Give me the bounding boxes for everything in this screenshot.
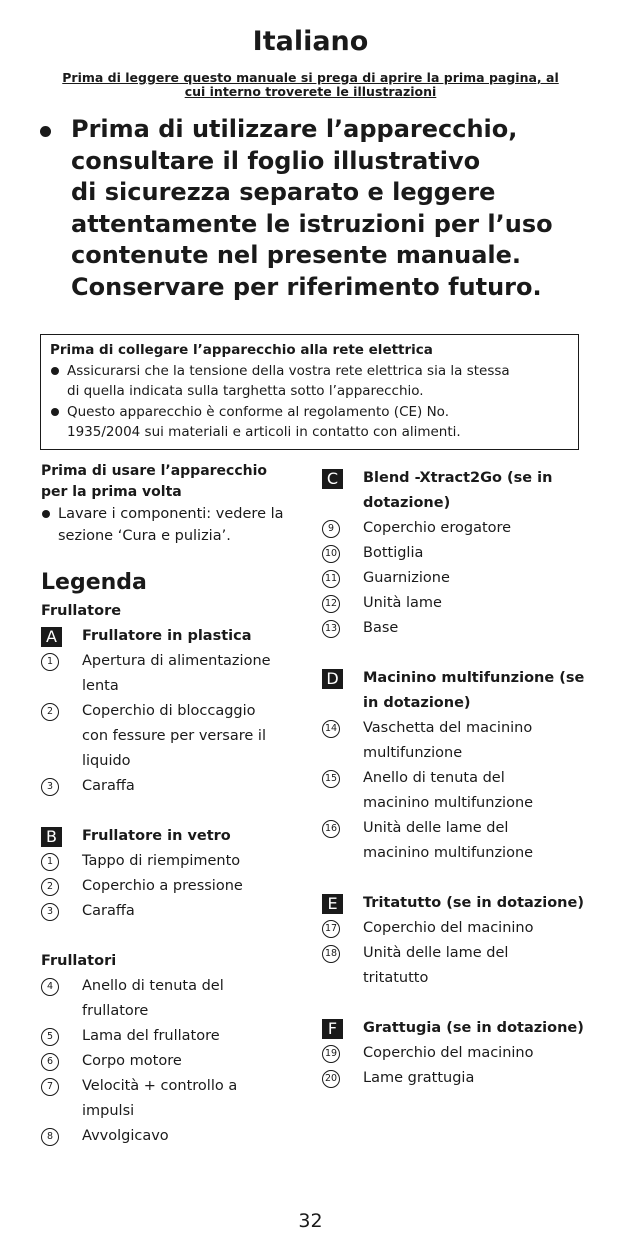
warning-line: Prima di utilizzare l’apparecchio,: [71, 115, 518, 143]
legend-heading: Legenda: [41, 570, 147, 595]
number-20-badge: 20: [322, 1070, 340, 1088]
number-7-badge: 7: [41, 1078, 59, 1096]
item-line: frullatore: [82, 1003, 149, 1019]
list-item: [322, 566, 592, 591]
first-use-bullet: [41, 504, 306, 547]
item-line: macinino multifunzione: [363, 845, 534, 861]
letter-c-badge: C: [322, 469, 343, 489]
warning-line: consultare il foglio illustrativo: [71, 146, 481, 175]
frullatori-heading: Frullatori: [41, 953, 117, 969]
item-line: Tappo di riempimento: [82, 853, 241, 869]
number-9-badge: 9: [322, 520, 340, 538]
page-number: 32: [298, 1210, 323, 1232]
notice-bullet: [50, 402, 568, 443]
section-d-title: in dotazione): [363, 695, 471, 711]
list-item: [322, 541, 592, 566]
number-11-badge: 11: [322, 570, 340, 588]
safety-warning: [40, 114, 590, 303]
number-13-badge: 13: [322, 620, 340, 638]
list-item: [41, 1024, 306, 1049]
item-line: Avvolgicavo: [82, 1128, 169, 1144]
number-5-badge: 5: [41, 1028, 59, 1046]
item-line: Lame grattugia: [363, 1070, 475, 1086]
notice-line: Questo apparecchio è conforme al regolamento (CE) No.: [67, 403, 449, 420]
first-use-line: Lavare i componenti: vedere la: [58, 506, 284, 522]
list-item: [41, 1124, 306, 1149]
item-line: Coperchio del macinino: [363, 920, 534, 936]
item-line: Coperchio di bloccaggio: [82, 703, 256, 719]
letter-f-badge: F: [322, 1019, 343, 1039]
first-use-title: [41, 461, 306, 503]
page-title: Italiano: [252, 26, 369, 57]
number-2-badge: 2: [41, 878, 59, 896]
item-line: Unità delle lame del: [363, 820, 509, 836]
subtitle-line: Prima di leggere questo manuale si prega di aprire la prima pagina, al: [62, 70, 559, 85]
list-item: [41, 699, 306, 774]
section-e-header: [322, 891, 592, 916]
number-16-badge: 16: [322, 820, 340, 838]
section-f-title: Grattugia (se in dotazione): [363, 1020, 584, 1036]
subtitle-instruction: [40, 71, 581, 99]
list-item: [41, 974, 306, 1024]
number-19-badge: 19: [322, 1045, 340, 1063]
list-item: [322, 616, 592, 641]
electrical-notice-box: [40, 334, 579, 450]
notice-bullet: [50, 361, 568, 402]
list-item: [322, 591, 592, 616]
number-3-badge: 3: [41, 778, 59, 796]
list-item: [322, 516, 592, 541]
number-2-badge: 2: [41, 703, 59, 721]
left-column: [41, 461, 306, 1149]
list-item: [41, 774, 306, 799]
section-c-header: [322, 466, 592, 516]
number-18-badge: 18: [322, 945, 340, 963]
right-column: [322, 466, 592, 1091]
item-line: Coperchio a pressione: [82, 878, 243, 894]
warning-line: attentamente le istruzioni per l’uso: [71, 209, 553, 238]
item-line: lenta: [82, 678, 119, 694]
number-15-badge: 15: [322, 770, 340, 788]
bullet-dot-icon: [40, 126, 51, 137]
notice-line: Assicurarsi che la tensione della vostra rete elettrica sia la stessa: [67, 362, 510, 379]
notice-line: 1935/2004 sui materiali e articoli in contatto con alimenti.: [67, 424, 461, 440]
section-a-header: [41, 624, 306, 649]
first-use-line: sezione ‘Cura e pulizia’.: [58, 527, 231, 544]
first-use-title-line: Prima di usare l’apparecchio: [41, 463, 268, 479]
number-4-badge: 4: [41, 978, 59, 996]
item-line: Coperchio del macinino: [363, 1045, 534, 1061]
list-item: [41, 899, 306, 924]
list-item: [322, 816, 592, 866]
number-12-badge: 12: [322, 595, 340, 613]
number-8-badge: 8: [41, 1128, 59, 1146]
item-line: Corpo motore: [82, 1053, 182, 1069]
item-line: tritatutto: [363, 970, 429, 986]
frullatore-heading: Frullatore: [41, 603, 122, 619]
item-line: Anello di tenuta del: [82, 978, 224, 994]
item-line: Caraffa: [82, 778, 135, 794]
item-line: multifunzione: [363, 745, 463, 761]
section-d-header: [322, 666, 592, 716]
item-line: Vaschetta del macinino: [363, 720, 533, 736]
letter-b-badge: B: [41, 827, 62, 847]
notice-title: Prima di collegare l’apparecchio alla rete elettrica: [50, 342, 433, 358]
item-line: Velocità + controllo a: [82, 1078, 238, 1094]
list-item: [322, 766, 592, 816]
item-line: Lama del frullatore: [82, 1028, 220, 1044]
number-1-badge: 1: [41, 653, 59, 671]
list-item: [41, 1074, 306, 1124]
number-1-badge: 1: [41, 853, 59, 871]
letter-d-badge: D: [322, 669, 343, 689]
notice-line: di quella indicata sulla targhetta sotto l’apparecchio.: [67, 383, 424, 399]
section-c-title: Blend -Xtract2Go (se in: [363, 470, 553, 486]
list-item: [41, 849, 306, 874]
list-item: [322, 716, 592, 766]
first-use-title-line: per la prima volta: [41, 484, 182, 500]
list-item: [41, 874, 306, 899]
warning-line: di sicurezza separato e leggere: [71, 178, 496, 206]
item-line: Caraffa: [82, 903, 135, 919]
section-b-header: [41, 824, 306, 849]
number-10-badge: 10: [322, 545, 340, 563]
number-3-badge: 3: [41, 903, 59, 921]
list-item: [322, 916, 592, 941]
list-item: [322, 1041, 592, 1066]
warning-line: Conservare per riferimento futuro.: [71, 272, 542, 301]
item-line: Unità delle lame del: [363, 945, 509, 961]
section-d-title: Macinino multifunzione (se: [363, 670, 585, 686]
section-e-title: Tritatutto (se in dotazione): [363, 895, 584, 911]
section-c-title: dotazione): [363, 495, 451, 511]
number-6-badge: 6: [41, 1053, 59, 1071]
section-f-header: [322, 1016, 592, 1041]
section-a-title: Frullatore in plastica: [82, 628, 252, 644]
letter-e-badge: E: [322, 894, 343, 914]
item-line: Apertura di alimentazione: [82, 653, 271, 669]
item-line: Bottiglia: [363, 545, 424, 561]
item-line: impulsi: [82, 1103, 135, 1119]
item-line: Anello di tenuta del: [363, 770, 505, 786]
warning-line: contenute nel presente manuale.: [71, 241, 522, 269]
list-item: [322, 941, 592, 991]
number-14-badge: 14: [322, 720, 340, 738]
item-line: con fessure per versare il: [82, 728, 266, 744]
item-line: Coperchio erogatore: [363, 520, 512, 536]
number-17-badge: 17: [322, 920, 340, 938]
list-item: [41, 1049, 306, 1074]
item-line: liquido: [82, 753, 131, 769]
list-item: [41, 649, 306, 699]
item-line: macinino multifunzione: [363, 795, 534, 811]
item-line: Unità lame: [363, 595, 442, 611]
subtitle-line: cui interno troverete le illustrazioni: [184, 84, 437, 99]
letter-a-badge: A: [41, 627, 62, 647]
item-line: Base: [363, 620, 399, 636]
section-b-title: Frullatore in vetro: [82, 828, 231, 844]
list-item: [322, 1066, 592, 1091]
item-line: Guarnizione: [363, 570, 450, 586]
